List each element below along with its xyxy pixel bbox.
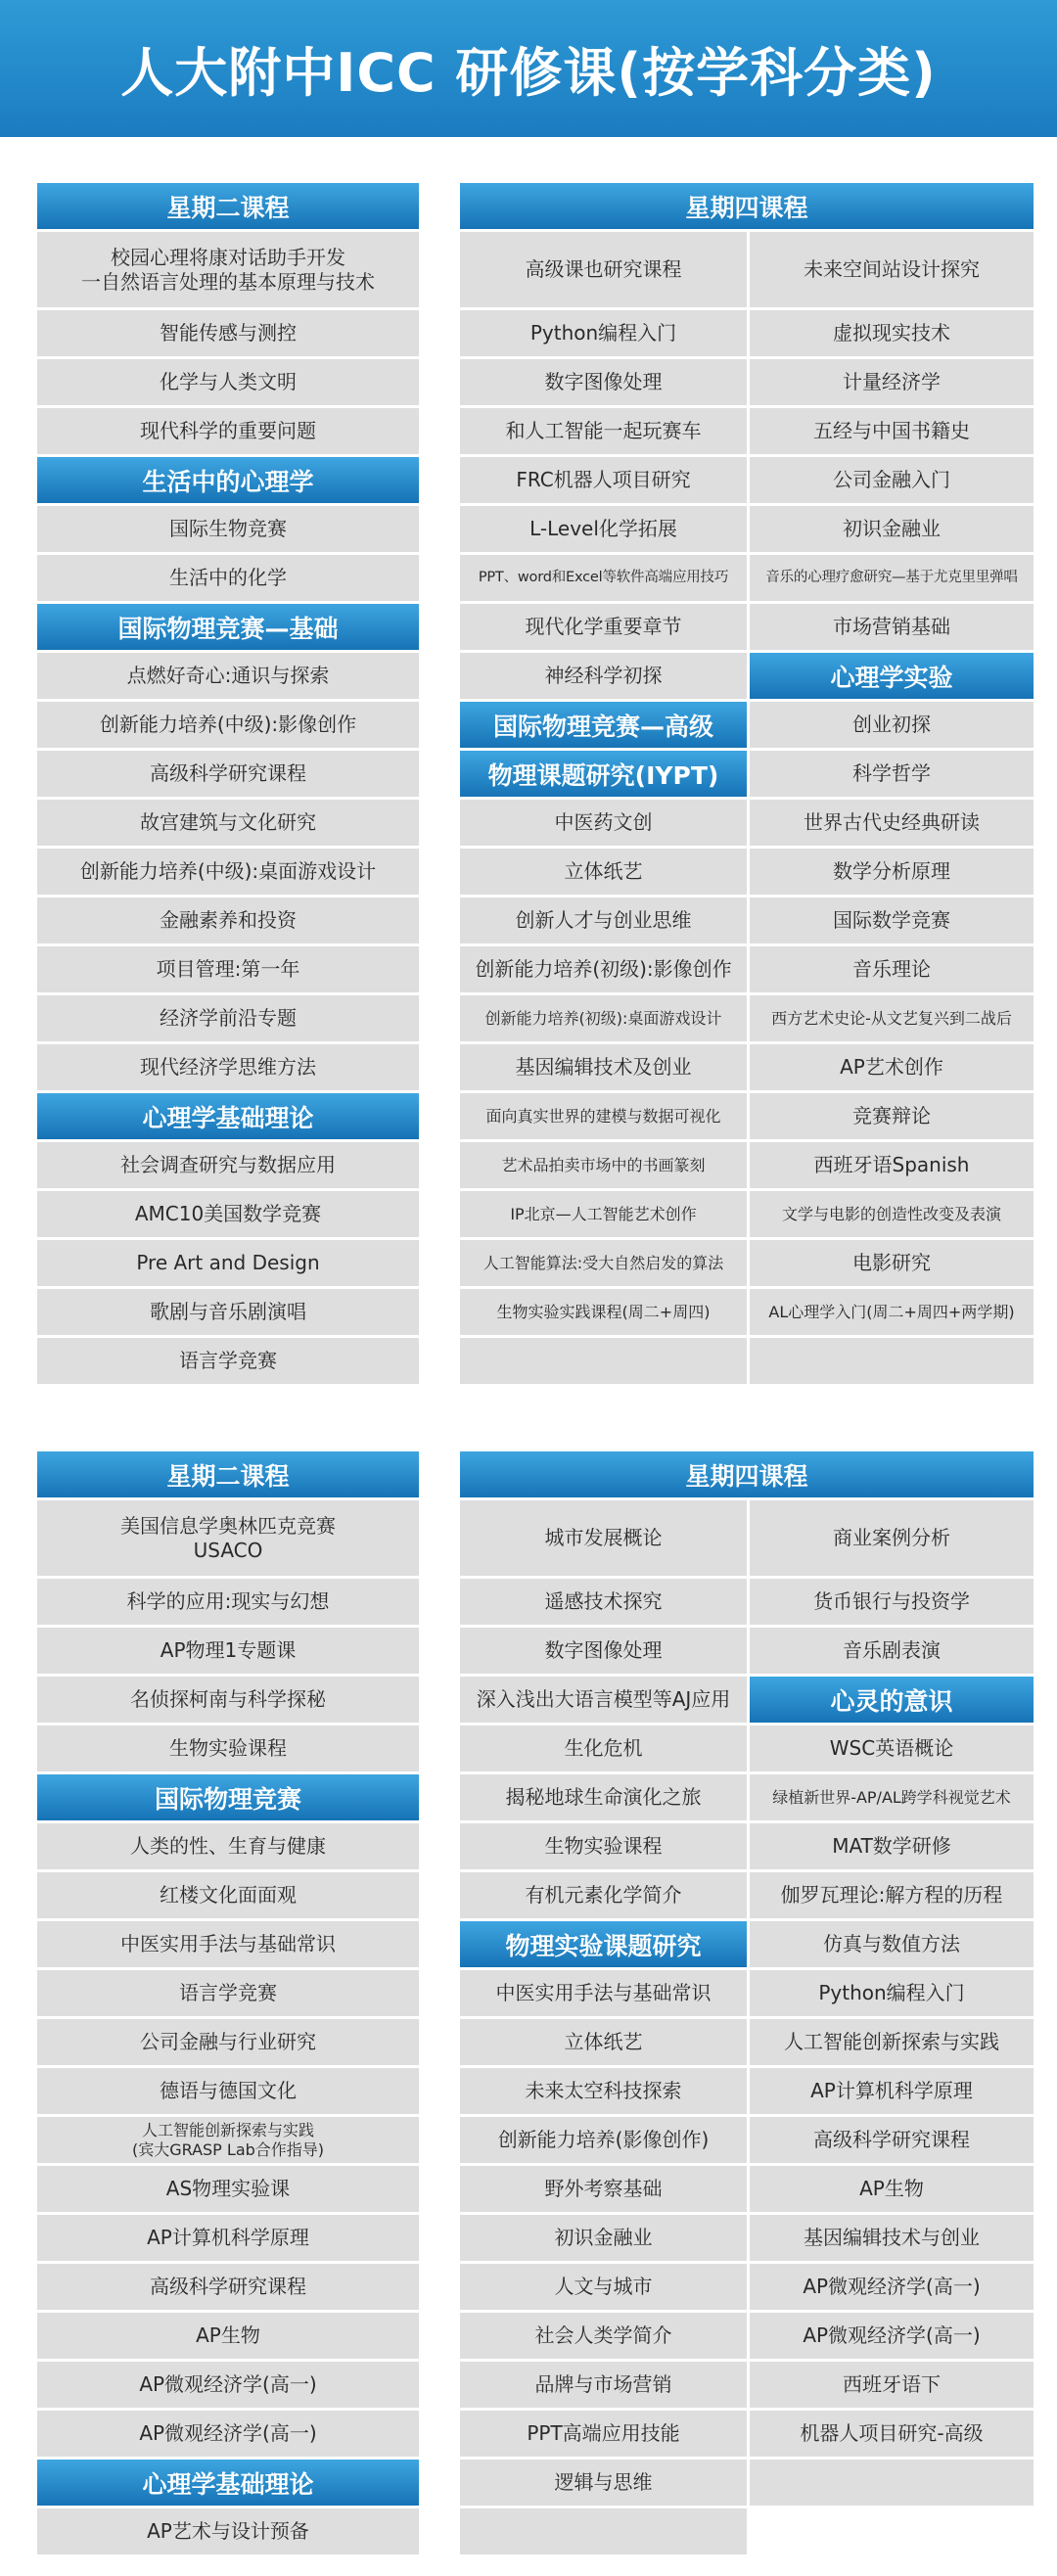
course-cell: 生活中的化学	[37, 555, 419, 601]
course-cell: AP计算机科学原理	[750, 2068, 1034, 2114]
course-cell: 国际数学竞赛	[750, 897, 1034, 943]
category-header: 国际物理竞赛—基础	[37, 604, 419, 650]
category-header: 星期二课程	[37, 183, 419, 229]
course-cell: 初识金融业	[460, 2215, 747, 2261]
course-cell: AP生物	[750, 2166, 1034, 2212]
course-cell: L-Level化学拓展	[460, 506, 747, 552]
course-cell: PPT、word和Excel等软件高端应用技巧	[460, 555, 747, 601]
course-cell: 现代化学重要章节	[460, 604, 747, 650]
course-cell: 音乐的心理疗愈研究—基于尤克里里弹唱	[750, 555, 1034, 601]
course-cell: 创新能力培养(影像创作)	[460, 2117, 747, 2163]
course-cell: 金融素养和投资	[37, 897, 419, 943]
course-cell: AP生物	[37, 2313, 419, 2359]
course-cell: 未来太空科技探索	[460, 2068, 747, 2114]
course-cell: 高级课也研究课程	[460, 232, 747, 307]
course-cell: AL心理学入门(周二+周四+两学期)	[750, 1289, 1034, 1335]
course-cell: 商业案例分析	[750, 1500, 1034, 1576]
course-cell: 创新能力培养(初级):桌面游戏设计	[460, 995, 747, 1041]
course-cell: 社会人类学简介	[460, 2313, 747, 2359]
course-cell: 世界古代史经典研读	[750, 800, 1034, 846]
title-banner	[0, 0, 1057, 137]
category-header: 星期二课程	[37, 1451, 419, 1497]
course-cell: 社会调查研究与数据应用	[37, 1142, 419, 1188]
course-cell: 点燃好奇心:通识与探索	[37, 653, 419, 699]
course-cell: 仿真与数值方法	[750, 1921, 1034, 1967]
category-header: 心理学基础理论	[37, 1093, 419, 1139]
course-cell: 绿植新世界-AP/AL跨学科视觉艺术	[750, 1774, 1034, 1820]
category-header: 心灵的意识	[750, 1677, 1034, 1723]
course-cell: AMC10美国数学竞赛	[37, 1191, 419, 1237]
course-cell: 现代经济学思维方法	[37, 1044, 419, 1090]
course-cell: 遥感技术探究	[460, 1579, 747, 1625]
course-cell: 野外考察基础	[460, 2166, 747, 2212]
course-cell: 美国信息学奥林匹克竞赛 USACO	[37, 1500, 419, 1576]
course-cell: 数学分析原理	[750, 849, 1034, 895]
course-cell: 伽罗瓦理论:解方程的历程	[750, 1872, 1034, 1918]
course-cell: 现代科学的重要问题	[37, 408, 419, 454]
course-cell: 经济学前沿专题	[37, 995, 419, 1041]
category-header: 物理课题研究(IYPT)	[460, 751, 747, 797]
course-cell: Pre Art and Design	[37, 1240, 419, 1286]
course-cell: AS物理实验课	[37, 2166, 419, 2212]
course-cell: 科学的应用:现实与幻想	[37, 1579, 419, 1625]
course-cell: 红楼文化面面观	[37, 1872, 419, 1918]
course-cell: MAT数学研修	[750, 1823, 1034, 1869]
course-cell: 电影研究	[750, 1240, 1034, 1286]
thursday-header: 星期四课程	[460, 183, 1034, 229]
course-cell: 生化危机	[460, 1725, 747, 1771]
course-cell: 高级科学研究课程	[750, 2117, 1034, 2163]
course-cell: 城市发展概论	[460, 1500, 747, 1576]
category-header: 物理实验课题研究	[460, 1921, 747, 1967]
course-cell: 西方艺术史论-从文艺复兴到二战后	[750, 995, 1034, 1041]
course-cell: Python编程入门	[460, 310, 747, 356]
course-cell: 竞赛辩论	[750, 1093, 1034, 1139]
course-cell: 市场营销基础	[750, 604, 1034, 650]
course-cell: 歌剧与音乐剧演唱	[37, 1289, 419, 1335]
course-cell: 人工智能创新探索与实践 (宾大GRASP Lab合作指导)	[37, 2117, 419, 2163]
course-cell: 创业初探	[750, 702, 1034, 748]
course-cell: 西班牙语Spanish	[750, 1142, 1034, 1188]
course-cell: IP北京—人工智能艺术创作	[460, 1191, 747, 1237]
course-cell: 中医药文创	[460, 800, 747, 846]
course-cell: 计量经济学	[750, 359, 1034, 405]
course-cell: 虚拟现实技术	[750, 310, 1034, 356]
course-cell: 国际生物竞赛	[37, 506, 419, 552]
course-cell: 数字图像处理	[460, 1628, 747, 1674]
course-cell: 公司金融入门	[750, 457, 1034, 503]
course-cell: 人工智能创新探索与实践	[750, 2019, 1034, 2065]
thursday-header: 星期四课程	[460, 1451, 1034, 1497]
course-cell: FRC机器人项目研究	[460, 457, 747, 503]
course-cell: 高级科学研究课程	[37, 751, 419, 797]
course-cell: 校园心理将康对话助手开发 一自然语言处理的基本原理与技术	[37, 232, 419, 307]
course-cell: 创新人才与创业思维	[460, 897, 747, 943]
course-cell: 神经科学初探	[460, 653, 747, 699]
page-title: 人大附中ICC 研修课(按学科分类)	[120, 41, 937, 104]
course-cell: 深入浅出大语言模型等AJ应用	[460, 1677, 747, 1723]
course-cell: 数字图像处理	[460, 359, 747, 405]
course-cell: AP微观经济学(高一)	[37, 2411, 419, 2457]
course-cell: 创新能力培养(中级):影像创作	[37, 702, 419, 748]
empty-cell	[750, 1338, 1034, 1384]
empty-cell	[750, 2460, 1034, 2506]
course-cell: 生物实验课程	[37, 1725, 419, 1771]
category-header: 心理学基础理论	[37, 2460, 419, 2506]
course-cell: 故宫建筑与文化研究	[37, 800, 419, 846]
course-cell: AP微观经济学(高一)	[37, 2362, 419, 2408]
course-cell: 音乐理论	[750, 946, 1034, 992]
course-cell: 科学哲学	[750, 751, 1034, 797]
course-cell: AP微观经济学(高一)	[750, 2264, 1034, 2310]
course-cell: 文学与电影的创造性改变及表演	[750, 1191, 1034, 1237]
course-cell: AP微观经济学(高一)	[750, 2313, 1034, 2359]
course-cell: 货币银行与投资学	[750, 1579, 1034, 1625]
course-cell: 人文与城市	[460, 2264, 747, 2310]
course-cell: 基因编辑技术与创业	[750, 2215, 1034, 2261]
course-cell: 机器人项目研究-高级	[750, 2411, 1034, 2457]
course-cell: AP物理1专题课	[37, 1628, 419, 1674]
course-cell: WSC英语概论	[750, 1725, 1034, 1771]
course-cell: 立体纸艺	[460, 849, 747, 895]
course-cell: 中医实用手法与基础常识	[37, 1921, 419, 1967]
course-cell: 项目管理:第一年	[37, 946, 419, 992]
course-cell: 生物实验课程	[460, 1823, 747, 1869]
course-cell: 艺术品拍卖市场中的书画篆刻	[460, 1142, 747, 1188]
course-cell: AP艺术与设计预备	[37, 2508, 419, 2554]
course-cell: AP艺术创作	[750, 1044, 1034, 1090]
course-cell: 人工智能算法:受大自然启发的算法	[460, 1240, 747, 1286]
course-cell: 有机元素化学简介	[460, 1872, 747, 1918]
course-cell: 生物实验实践课程(周二+周四)	[460, 1289, 747, 1335]
course-cell: AP计算机科学原理	[37, 2215, 419, 2261]
course-cell: 智能传感与测控	[37, 310, 419, 356]
course-cell: Python编程入门	[750, 1970, 1034, 2016]
course-cell: 初识金融业	[750, 506, 1034, 552]
course-cell: 揭秘地球生命演化之旅	[460, 1774, 747, 1820]
course-cell: 德语与德国文化	[37, 2068, 419, 2114]
course-cell: 创新能力培养(中级):桌面游戏设计	[37, 849, 419, 895]
course-cell: 五经与中国书籍史	[750, 408, 1034, 454]
course-cell: 基因编辑技术及创业	[460, 1044, 747, 1090]
course-cell: 音乐剧表演	[750, 1628, 1034, 1674]
course-cell: 立体纸艺	[460, 2019, 747, 2065]
category-header: 国际物理竞赛—高级	[460, 702, 747, 748]
course-cell: 中医实用手法与基础常识	[460, 1970, 747, 2016]
course-cell: 人类的性、生育与健康	[37, 1823, 419, 1869]
course-cell: 未来空间站设计探究	[750, 232, 1034, 307]
category-header: 生活中的心理学	[37, 457, 419, 503]
course-cell: 创新能力培养(初级):影像创作	[460, 946, 747, 992]
course-cell: 西班牙语下	[750, 2362, 1034, 2408]
course-cell: 逻辑与思维	[460, 2460, 747, 2506]
course-cell: 公司金融与行业研究	[37, 2019, 419, 2065]
course-cell: 和人工智能一起玩赛车	[460, 408, 747, 454]
course-cell: PPT高端应用技能	[460, 2411, 747, 2457]
empty-cell	[460, 1338, 747, 1384]
category-header: 国际物理竞赛	[37, 1774, 419, 1820]
course-cell: 面向真实世界的建模与数据可视化	[460, 1093, 747, 1139]
category-header: 心理学实验	[750, 653, 1034, 699]
empty-cell	[460, 2508, 747, 2554]
course-cell: 语言学竞赛	[37, 1338, 419, 1384]
course-cell: 化学与人类文明	[37, 359, 419, 405]
course-cell: 品牌与市场营销	[460, 2362, 747, 2408]
course-cell: 名侦探柯南与科学探秘	[37, 1677, 419, 1723]
course-cell: 语言学竞赛	[37, 1970, 419, 2016]
course-cell: 高级科学研究课程	[37, 2264, 419, 2310]
